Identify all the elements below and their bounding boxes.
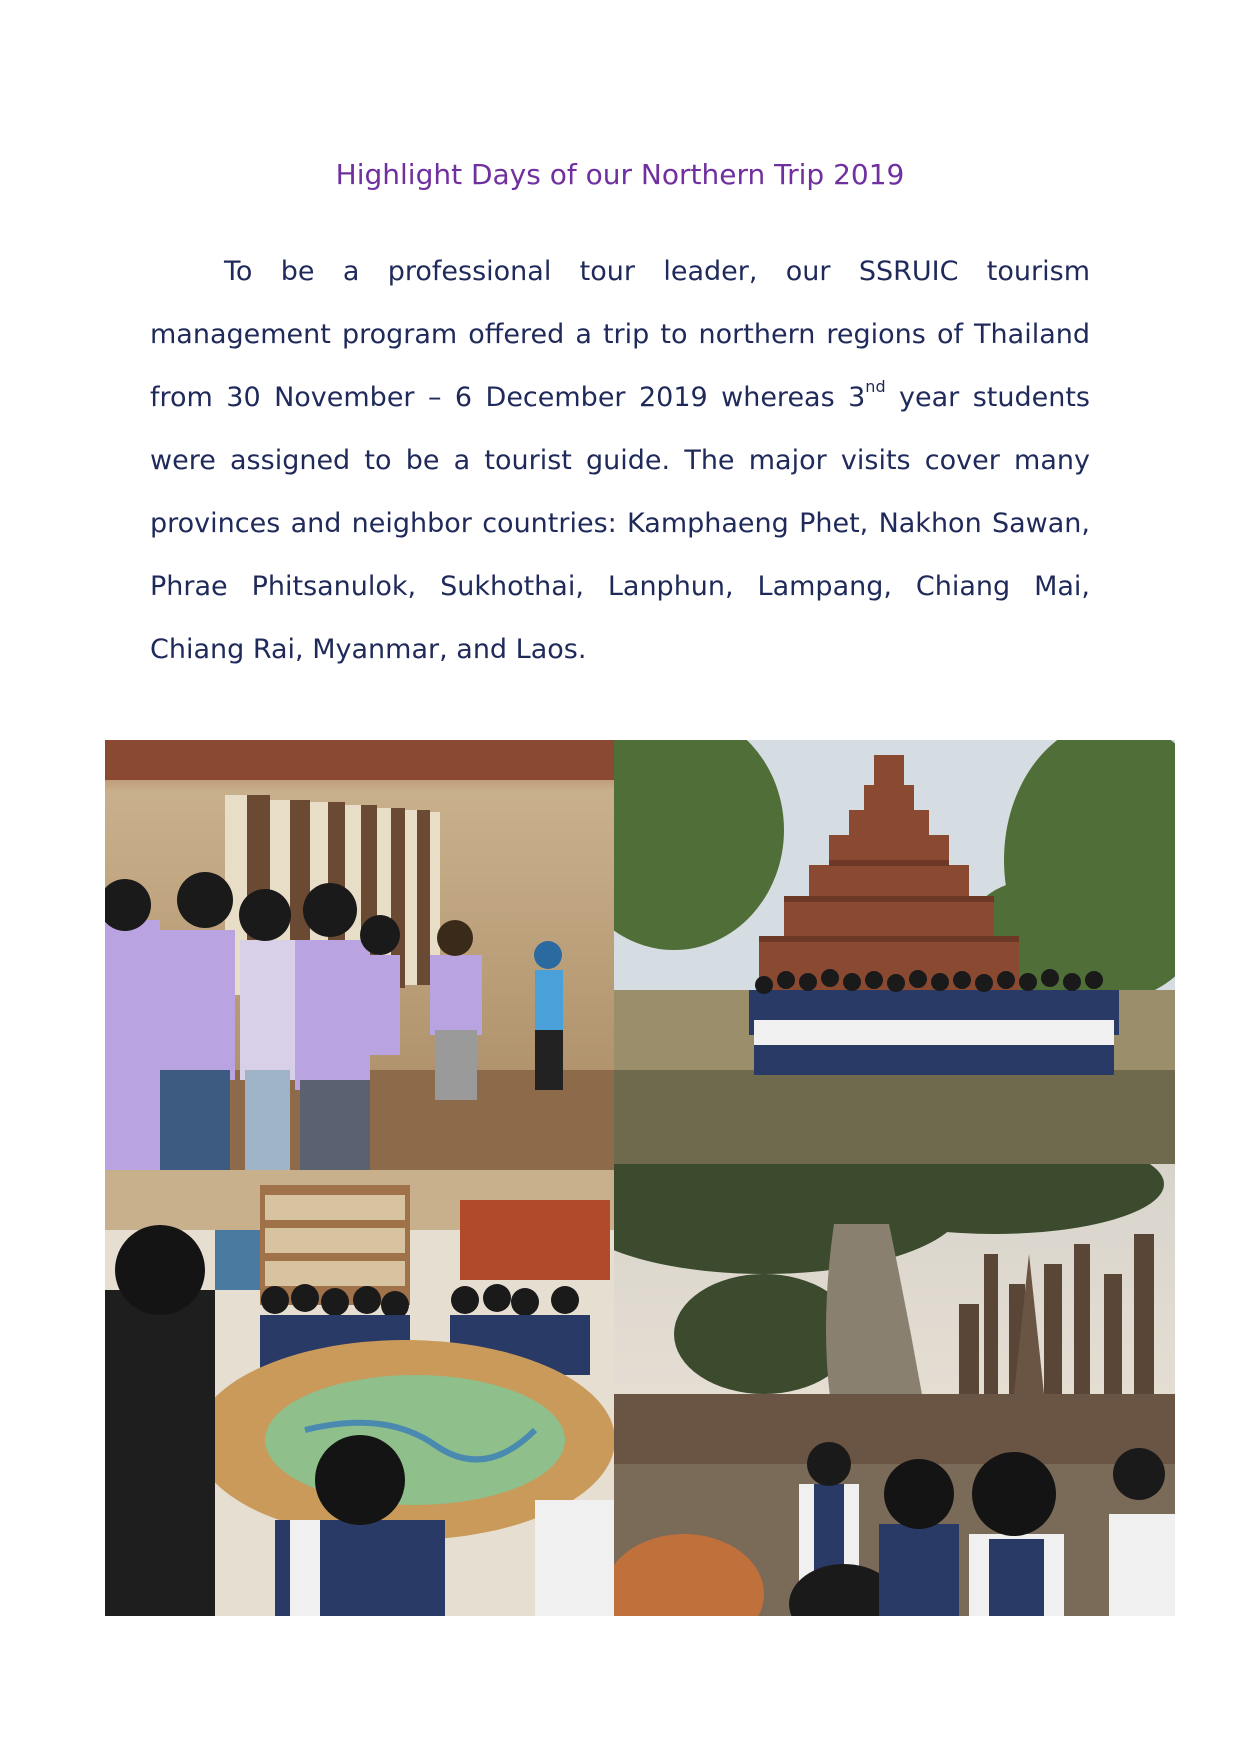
- paragraph-text-part1: To be a professional tour leader, our SSRUIC tourism management program offered a trip to northern regions of Thailand from 30 November – 6 December 2019 whereas 3: [150, 256, 1090, 413]
- paragraph-text-part2: year students were assigned to be a tourist guide. The major visits cover many provinces and neighbor countries: Kamphaeng Phet, Nakhon Sawan, Phrae Phitsanulok, Sukhothai, Lanphun, Lampang, Chiang Mai, Chiang Rai, Myanmar, and Laos.: [150, 382, 1090, 665]
- photo-students-at-map-table: [105, 1170, 614, 1616]
- page-title: Highlight Days of our Northern Trip 2019: [335, 158, 905, 191]
- intro-paragraph: [150, 240, 1090, 681]
- photo-group-at-stupa: [614, 740, 1175, 1164]
- ordinal-superscript: nd: [865, 377, 886, 396]
- photo-students-at-ruin-wall: [105, 740, 614, 1170]
- photo-guide-at-ancient-ruins: [614, 1164, 1175, 1616]
